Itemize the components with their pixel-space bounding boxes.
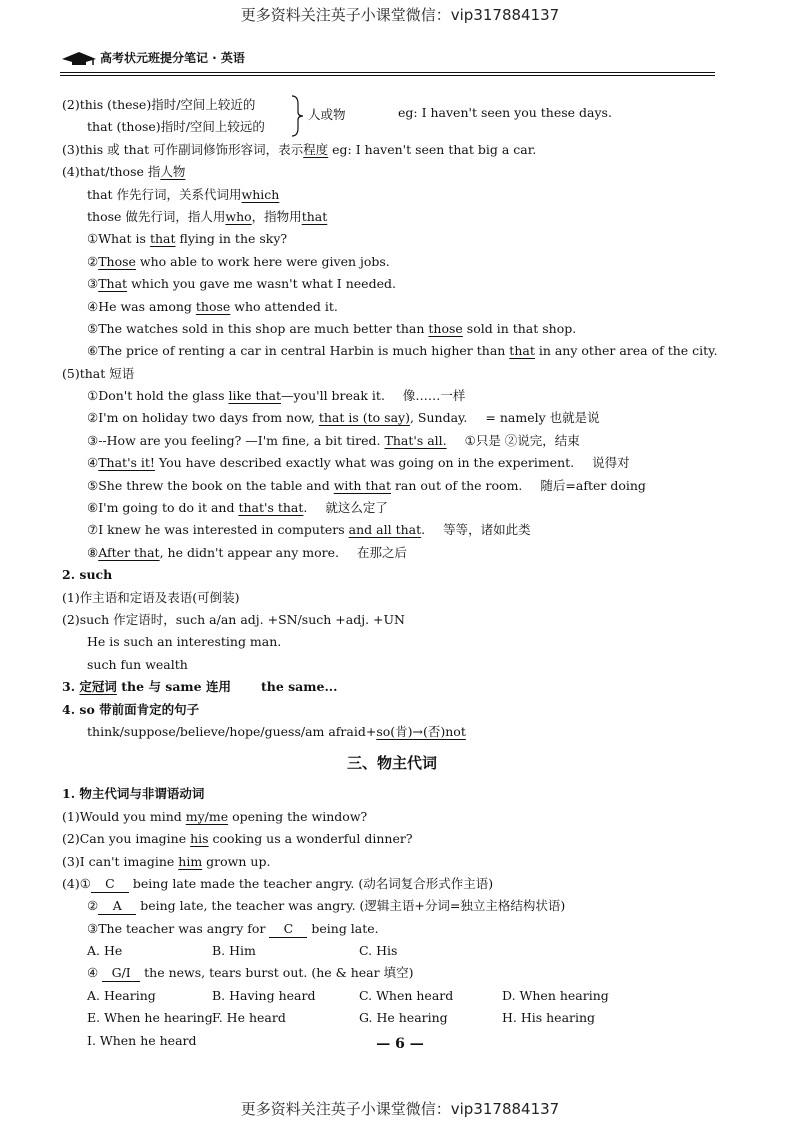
phrase-1: ①Don't hold the glass like that—you'll break it. 像……一样: [87, 388, 466, 404]
such-rule-1: (1)作主语和定语及表语(可倒装): [62, 589, 240, 605]
phrase-2: ②I'm on holiday two days from now, that is (to say), Sunday. = namely 也就是说: [87, 410, 600, 426]
option-g: G. He hearing: [359, 1010, 448, 1026]
option-i: I. When he heard: [87, 1032, 197, 1048]
possessive-1: (1)Would you mind my/me opening the window?: [62, 808, 368, 824]
question-4-4: ④ G/I the news, tears burst out. (he & hear 填空): [87, 965, 414, 981]
this-that-block: [62, 94, 722, 139]
option-a: A. Hearing: [87, 987, 156, 1003]
example-4-6: ⑥The price of renting a car in central Harbin is much higher than that in any other area of the city.: [87, 343, 718, 359]
options-row-2: [62, 1007, 722, 1029]
that-those-line: that (those)指时/空间上较远的: [87, 119, 265, 135]
main-content: [62, 94, 722, 1052]
section-title: 三、物主代词: [346, 754, 437, 773]
option-a: A. He: [87, 943, 123, 959]
item-4-line: think/suppose/believe/hope/guess/am afraid+so(肯)→(否)not: [87, 723, 466, 739]
phrase-6: ⑥I'm going to do it and that's that. 就这么定了: [87, 500, 388, 516]
option-c: C. When heard: [359, 987, 454, 1003]
top-banner: 更多资料关注英子小课堂微信：vip317884137: [240, 6, 560, 24]
question-4-3: ③The teacher was angry for C being late.: [87, 920, 379, 936]
item-3: 3. 定冠词 the 与 same 连用 the same...: [62, 679, 338, 695]
option-b: B. Having heard: [212, 987, 316, 1003]
bottom-banner: 更多资料关注英子小课堂微信：vip317884137: [240, 1100, 560, 1118]
phrase-7: ⑦I knew he was interested in computers and all that. 等等，诸如此类: [87, 522, 531, 538]
question-4-2: ② A being late, the teacher was angry. (逻辑主语+分词=独立主格结构状语): [87, 898, 566, 914]
possessive-2: (2)Can you imagine his cooking us a wonderful dinner?: [62, 831, 413, 847]
options-row-1: [62, 985, 722, 1007]
line-3: (3)this 或 that 可作副词修饰形容词，表示程度 eg: I haven't seen that big a car.: [62, 141, 537, 157]
example-4-1: ①What is that flying in the sky?: [87, 231, 288, 247]
page-number: — 6 —: [376, 1036, 424, 1052]
answer-blank: C: [269, 921, 307, 938]
such-heading: 2. such: [62, 567, 113, 583]
option-h: H. His hearing: [502, 1010, 596, 1026]
brace-label: 人或物: [308, 107, 346, 122]
example-4-2: ②Those who able to work here were given jobs.: [87, 253, 390, 269]
option-d: D. When hearing: [502, 987, 609, 1003]
header-divider: [60, 72, 715, 73]
phrase-5: ⑤She threw the book on the table and with that ran out of the room. 随后=after doing: [87, 477, 646, 493]
option-f: F. He heard: [212, 1010, 286, 1026]
option-c: C. His: [359, 943, 398, 959]
graduation-cap-icon: [60, 50, 98, 66]
example-4-3: ③That which you gave me wasn't what I needed.: [87, 276, 396, 292]
header-divider-thin: [60, 75, 715, 76]
option-e: E. When he hearing: [87, 1010, 213, 1026]
this-that-example: eg: I haven't seen you these days.: [398, 105, 612, 120]
options-abc: [62, 940, 722, 962]
phrase-4: ④That's it! You have described exactly what was going on in the experiment. 说得对: [87, 455, 630, 471]
page-header: [60, 48, 715, 76]
line-4b: those 做先行词，指人用who，指物用that: [87, 208, 328, 224]
possessive-3: (3)I can't imagine him grown up.: [62, 853, 271, 869]
item-4: 4. so 带前面肯定的句子: [62, 701, 200, 717]
such-example-2: such fun wealth: [87, 656, 188, 672]
such-rule-2: (2)such 作定语时，such a/an adj. +SN/such +adj. +UN: [62, 612, 405, 627]
answer-blank: C: [91, 876, 129, 893]
question-4-1: (4)① C being late made the teacher angry. (动名词复合形式作主语): [62, 875, 494, 891]
possessive-heading: 1. 物主代词与非谓语动词: [62, 786, 205, 802]
such-example-1: He is such an interesting man.: [87, 634, 282, 650]
example-4-5: ⑤The watches sold in this shop are much better than those sold in that shop.: [87, 320, 577, 336]
header-title: 高考状元班提分笔记 · 英语: [100, 51, 245, 65]
option-b: B. Him: [212, 943, 256, 959]
answer-blank: A: [98, 898, 136, 915]
answer-blank: G/I: [102, 965, 140, 982]
phrase-3: ③--How are you feeling? —I'm fine, a bit tired. That's all. ①只是 ②说完，结束: [87, 432, 580, 448]
line-4a: that 作先行词，关系代词用which: [87, 186, 280, 202]
this-these-line: (2)this (these)指时/空间上较近的: [62, 97, 256, 112]
line-5: (5)that 短语: [62, 365, 135, 381]
brace-icon: [290, 94, 304, 138]
example-4-4: ④He was among those who attended it.: [87, 298, 338, 314]
line-4: (4)that/those 指人物: [62, 164, 186, 180]
phrase-8: ⑧After that, he didn't appear any more. 在那之后: [87, 544, 407, 560]
